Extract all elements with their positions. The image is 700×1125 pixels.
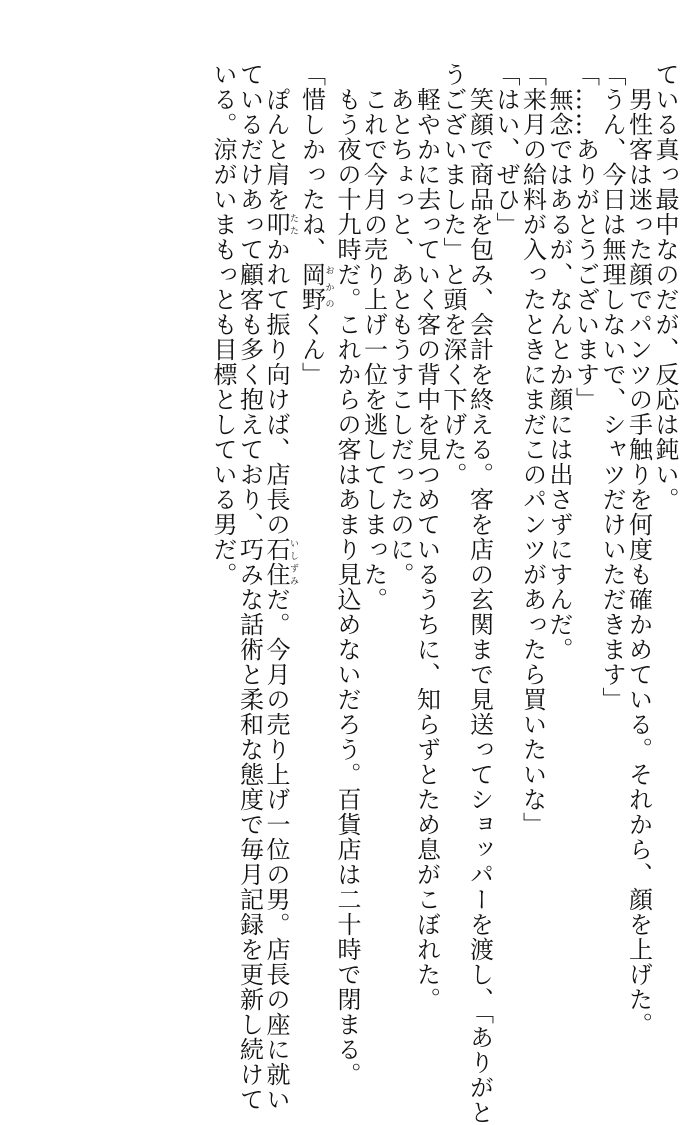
ruby-okano <box>297 262 334 312</box>
text-line-14-end: くん」 <box>297 312 326 387</box>
ruby-ishizumi-base: 石住 <box>262 537 290 587</box>
ruby-okano-base: 岡野 <box>297 262 326 312</box>
text-line-6: 「来月の給料が入ったときにまだこのパンツがあったら買いたいな」 <box>518 62 547 837</box>
text-line-11: あとちょっと、あともうすこしだったのに。 <box>386 62 414 587</box>
vertical-text-body <box>209 62 679 1125</box>
ruby-tataku-base: 叩 <box>262 212 290 237</box>
text-line-8: 笑顔で商品を包み、会計を終える。客を店の玄関まで見送ってショッパーを渡し、「ありがと <box>465 62 494 1125</box>
text-line-13: もう夜の十九時だ。これからの客はあまり見込めないだろう。百貨店は二十時で閉まる。 <box>333 62 361 1087</box>
text-line-15-part-b: かれて振り向けば、店長の <box>262 237 290 537</box>
text-line-9: うございました」と頭を深く下げた。 <box>439 62 467 487</box>
text-line-5: 無念ではあるが、なんとか顔には出さずにすんだ。 <box>545 62 573 662</box>
text-line-15 <box>262 62 299 1112</box>
text-line-17: いる。涼がいまもっとも目標としている男だ。 <box>209 62 237 587</box>
text-line-3: 「うん、今日は無理しないで、シャツだけいただきます」 <box>598 62 626 712</box>
text-line-1: ている真っ最中なのだが、反応は鈍い。 <box>651 62 679 512</box>
text-line-2: 男性客は迷った顔でパンツの手触りを何度も確かめている。それから、顔を上げた。 <box>624 62 653 1037</box>
text-line-12: これで今月の売り上げ一位を逃してしまった。 <box>359 62 388 612</box>
text-line-7: 「はい、ぜひ」 <box>492 62 520 237</box>
ruby-tataku <box>262 212 298 237</box>
ruby-ishizumi <box>262 537 298 587</box>
text-line-14-start: 「惜しかったね、 <box>297 62 326 262</box>
ruby-tataku-reading: たた <box>288 212 298 237</box>
text-line-15-part-c: だ。今月の売り上げ一位の男。店長の座に就い <box>262 587 290 1112</box>
text-line-14 <box>298 62 334 992</box>
text-line-4: 「……ありがとうございます」 <box>571 62 600 412</box>
text-line-16: ているだけあって顧客も多く抱えており、巧みな話術と柔和な態度で毎月記録を更新し続けて <box>235 62 264 1112</box>
text-line-15-part-a: ぽんと肩を <box>262 62 290 212</box>
text-line-10: 軽やかに去っていく客の背中を見つめているうちに、知らずとため息がこぼれた。 <box>412 62 441 1012</box>
ruby-okano-reading: おかの <box>323 262 334 312</box>
ruby-ishizumi-reading: いしずみ <box>288 537 298 587</box>
